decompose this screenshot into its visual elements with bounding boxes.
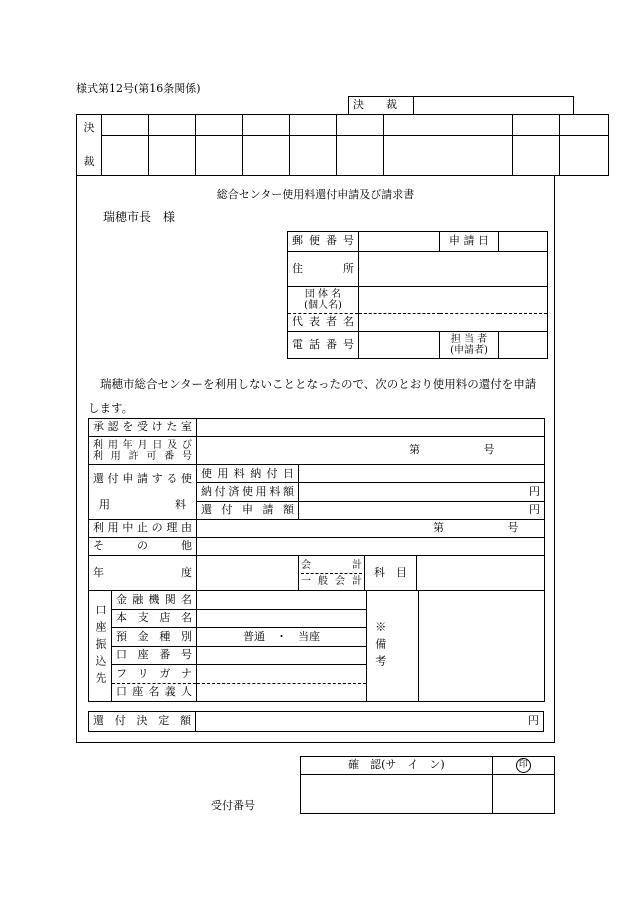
kessai-box[interactable] bbox=[290, 136, 337, 176]
person-label: 担 当 者 bbox=[450, 334, 488, 345]
kessai-side-top: 決 bbox=[83, 120, 95, 134]
no-prefix: 第 bbox=[409, 443, 420, 457]
person-sub-label: (申請者) bbox=[450, 345, 488, 356]
kessai-box[interactable] bbox=[196, 136, 243, 176]
seal-icon: 印 bbox=[516, 758, 531, 773]
account-holder-label: 口 座 名 義 人 bbox=[112, 683, 197, 702]
remarks-field[interactable] bbox=[419, 591, 545, 702]
reason-label: 利用中止の理由 bbox=[89, 520, 197, 538]
date-field[interactable] bbox=[499, 232, 548, 252]
refund-field[interactable] bbox=[196, 712, 544, 732]
branch-field[interactable] bbox=[197, 609, 367, 628]
person-field[interactable] bbox=[499, 332, 548, 359]
kessai-side-bottom: 裁 bbox=[83, 155, 95, 168]
kessai-box[interactable] bbox=[384, 136, 513, 176]
bank-name-label: 金融機関名 bbox=[112, 591, 197, 610]
kessai-box[interactable] bbox=[243, 136, 290, 176]
bank-side-label: 口座振込先 bbox=[89, 591, 112, 702]
kessai-box[interactable] bbox=[560, 115, 609, 136]
account-label: 会 計 bbox=[301, 560, 362, 574]
deposit-type-label: 預 金 種 別 bbox=[112, 628, 197, 647]
fee-label-a: 用 bbox=[99, 498, 110, 511]
kessai-box[interactable] bbox=[149, 115, 196, 136]
statement: 瑞穂市総合センターを利用しないこととなったので、次のとおり使用料の還付を申請します。 bbox=[88, 377, 537, 415]
fee-label: 還付申請する使 bbox=[93, 471, 192, 485]
fee-paid-field[interactable] bbox=[299, 483, 545, 501]
year-label-b: 度 bbox=[181, 565, 192, 579]
room-field[interactable] bbox=[197, 419, 545, 437]
kessai-cell[interactable] bbox=[414, 97, 574, 115]
kessai-box[interactable] bbox=[384, 115, 513, 136]
account-number-field[interactable] bbox=[197, 646, 367, 665]
confirm-signature-field[interactable] bbox=[301, 775, 493, 814]
postal-label: 郵便番号 bbox=[288, 232, 359, 252]
kessai-box[interactable] bbox=[560, 136, 609, 176]
group-label: 団 体 名 bbox=[304, 289, 342, 300]
subject-field[interactable] bbox=[417, 556, 545, 591]
year-field[interactable] bbox=[197, 556, 299, 591]
other-field[interactable] bbox=[197, 538, 545, 556]
fee-refund-label: 還 付 申 請 額 bbox=[197, 501, 299, 519]
postal-field[interactable] bbox=[359, 232, 440, 252]
year-label-a: 年 bbox=[93, 565, 104, 579]
bank-name-field[interactable] bbox=[197, 591, 367, 610]
bank-table bbox=[88, 590, 545, 702]
refund-table bbox=[88, 711, 544, 732]
address-label: 住 所 bbox=[288, 252, 359, 287]
form-title: 総合センター使用料還付申請及び請求書 bbox=[216, 188, 415, 201]
kessai-box[interactable] bbox=[243, 115, 290, 136]
confirm-label: 確 認(サ イ ン) bbox=[301, 757, 493, 775]
fee-refund-field[interactable] bbox=[299, 501, 545, 519]
no-prefix: 第 bbox=[433, 521, 444, 535]
group-sub-label: (個人名) bbox=[304, 300, 342, 311]
deposit-type-field[interactable]: 普通 ・ 当座 bbox=[197, 628, 367, 647]
remarks-spacer bbox=[393, 591, 419, 702]
remarks-label: ※備考 bbox=[367, 591, 393, 702]
form-number: 様式第12号(第16条関係) bbox=[76, 82, 201, 95]
details-table bbox=[88, 418, 545, 591]
usage-field[interactable] bbox=[197, 437, 545, 465]
kessai-box[interactable] bbox=[196, 115, 243, 136]
kana-field[interactable] bbox=[197, 665, 367, 684]
yen-label: 円 bbox=[529, 484, 541, 498]
account-number-label: 口 座 番 号 bbox=[112, 646, 197, 665]
fee-paid-label: 納付済使用料額 bbox=[197, 483, 299, 501]
yen-label: 円 bbox=[529, 503, 541, 517]
branch-label: 本 支 店 名 bbox=[112, 609, 197, 628]
kessai-box[interactable] bbox=[337, 136, 384, 176]
kessai-box[interactable] bbox=[337, 115, 384, 136]
address-field[interactable] bbox=[359, 252, 548, 287]
fee-date-field[interactable] bbox=[299, 465, 545, 483]
kessai-box[interactable] bbox=[290, 115, 337, 136]
kessai-header-table bbox=[348, 96, 574, 115]
date-label: 申 請 日 bbox=[440, 232, 499, 252]
applicant-table bbox=[287, 231, 548, 359]
addressee: 瑞穂市長 様 bbox=[103, 210, 176, 224]
room-label: 承認を受けた室 bbox=[89, 419, 197, 437]
kessai-box[interactable] bbox=[102, 136, 149, 176]
kessai-box[interactable] bbox=[102, 115, 149, 136]
usage-label: 利用年月日及び bbox=[93, 440, 192, 451]
confirm-table bbox=[300, 756, 555, 814]
kessai-box[interactable] bbox=[149, 136, 196, 176]
fee-label-b: 料 bbox=[175, 498, 186, 511]
general-account-label: 一般会計 bbox=[301, 575, 362, 587]
rep-field[interactable] bbox=[359, 314, 548, 332]
kessai-box[interactable] bbox=[513, 136, 560, 176]
group-field[interactable] bbox=[359, 287, 548, 314]
refund-label: 還 付 決 定 額 bbox=[89, 712, 196, 732]
fee-date-label: 使用料納付日 bbox=[197, 465, 299, 483]
permit-label: 利用許可番号 bbox=[93, 451, 192, 462]
reason-field[interactable] bbox=[197, 520, 545, 538]
receipt-number-label: 受付番号 bbox=[211, 799, 255, 812]
phone-field[interactable] bbox=[359, 332, 440, 359]
subject-label: 科 目 bbox=[365, 556, 417, 591]
kana-label: フ リ ガ ナ bbox=[112, 665, 197, 684]
kessai-label: 決 裁 bbox=[349, 97, 414, 115]
no-suffix: 号 bbox=[483, 443, 495, 457]
kessai-box[interactable] bbox=[513, 115, 560, 136]
kessai-grid bbox=[76, 114, 609, 176]
yen-label: 円 bbox=[528, 714, 539, 728]
phone-label: 電話番号 bbox=[288, 332, 359, 359]
other-label: そ の 他 bbox=[89, 538, 197, 556]
rep-label: 代表者名 bbox=[288, 314, 359, 332]
no-suffix: 号 bbox=[507, 521, 519, 535]
account-holder-field[interactable] bbox=[197, 683, 367, 702]
seal-field[interactable] bbox=[492, 775, 554, 814]
